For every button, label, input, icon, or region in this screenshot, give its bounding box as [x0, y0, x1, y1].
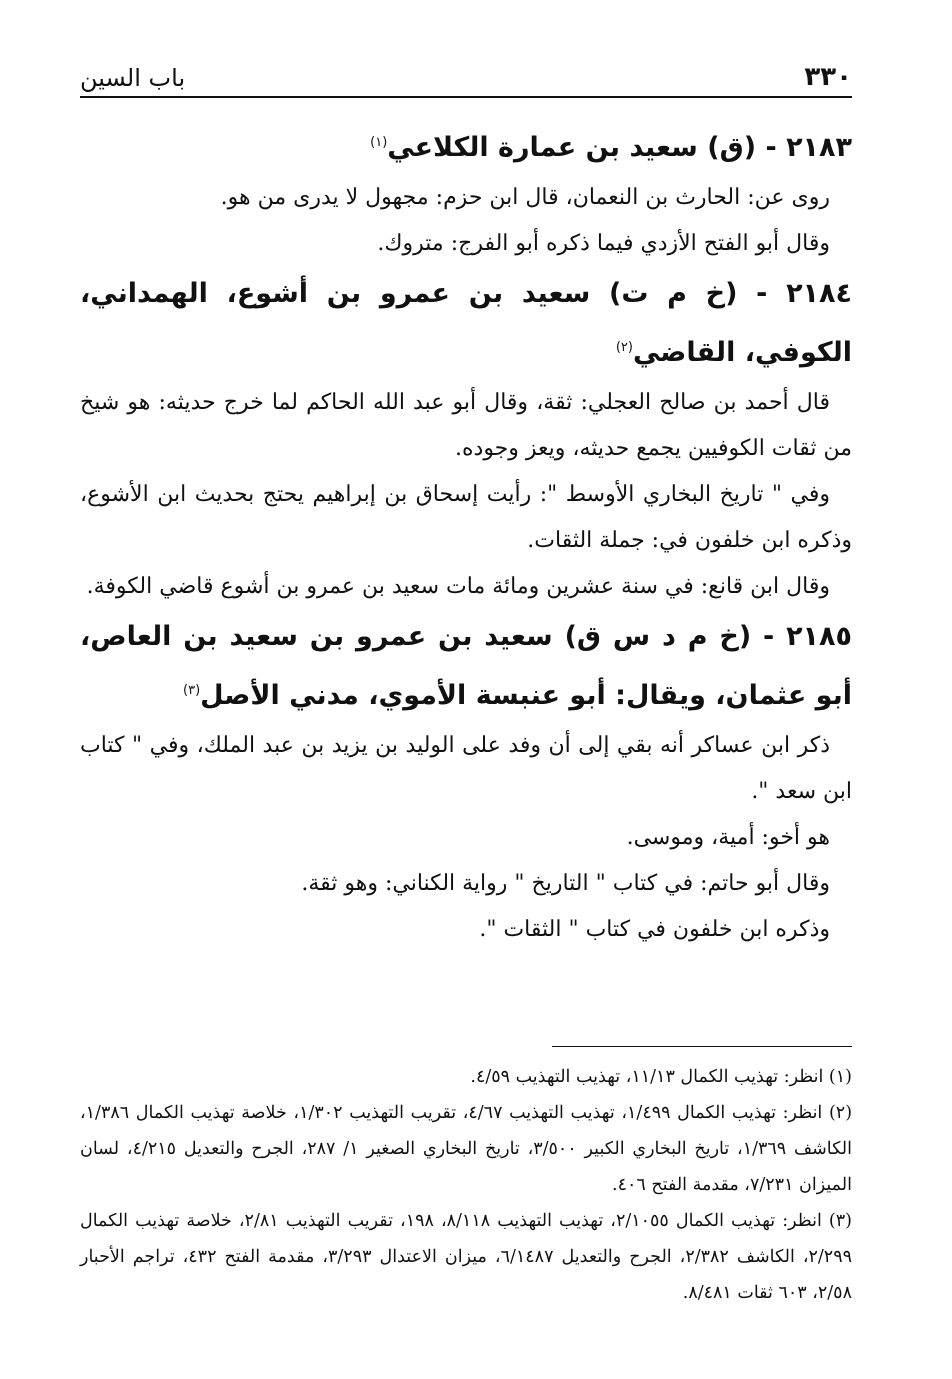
entry-2183 — [80, 116, 852, 267]
footnote-3: (٣) انظر: تهذيب الكمال ٢/١٠٥٥، تهذيب التهذيب ٨/١١٨، ١٩٨، تقريب التهذيب ٢/٨١، خلاصة تهذيب الكمال ٢/٢٩٩، الكاشف ٢/٣٨٢، الجرح والتعديل ٦/١٤٨٧، ميزان الاعتدال ٣/٢٩٣، مقدمة الفتح ٤٣٢، تراجم الأحبار ٢/٥٨، ٦٠٣ ثقات ٨/٤٨١. — [80, 1211, 852, 1303]
entry-2184 — [80, 267, 852, 610]
entry-2185 — [80, 610, 852, 953]
entry-paragraph: وقال ابن قانع: في سنة عشرين ومائة مات سعيد بن عمرو بن أشوع قاضي الكوفة. — [86, 574, 830, 599]
section-title: باب السين — [80, 64, 186, 92]
entry-paragraph: هو أخو: أمية، وموسى. — [626, 825, 830, 850]
entry-title: ٢١٨٤ - (خ م ت) سعيد بن عمرو بن أشوع، الهمداني، الكوفي، القاضي$^{(٢)}$ — [80, 278, 852, 368]
entry-paragraph: وقال أبو حاتم: في كتاب " التاريخ " رواية الكناني: وهو ثقة. — [301, 871, 830, 896]
footnote-ref: (٣) — [183, 683, 201, 698]
entry-paragraph: وذكره ابن خلفون في كتاب " الثقات ". — [479, 917, 830, 942]
page-header — [80, 56, 852, 98]
entry-paragraph: وقال أبو الفتح الأزدي فيما ذكره أبو الفرج: متروك. — [377, 231, 830, 256]
entry-title: ٢١٨٥ - (خ م د س ق) سعيد بن عمرو بن سعيد بن العاص، أبو عثمان، ويقال: أبو عنبسة الأموي، مدني الأصل$^{(٣)}$ — [80, 621, 852, 711]
footnotes — [80, 1046, 852, 1311]
entry-paragraph: قال أحمد بن صالح العجلي: ثقة، وقال أبو عبد الله الحاكم لما خرج حديثه: هو شيخ من ثقات الكوفيين يجمع حديثه، ويعز وجوده. — [80, 390, 852, 461]
entry-paragraph: روى عن: الحارث بن النعمان، قال ابن حزم: مجهول لا يدرى من هو. — [220, 185, 830, 210]
footnote-ref: (٢) — [615, 340, 633, 355]
page-number: ٣٣٠ — [804, 62, 852, 92]
entry-paragraph: وفي " تاريخ البخاري الأوسط ": رأيت إسحاق بن إبراهيم يحتج بحديث ابن الأشوع، وذكره ابن خلفون في: جملة الثقات. — [80, 482, 852, 553]
entry-paragraph: ذكر ابن عساكر أنه بقي إلى أن وفد على الوليد بن يزيد بن عبد الملك، وفي " كتاب ابن سعد ". — [80, 733, 852, 804]
footnote-1: (١) انظر: تهذيب الكمال ١١/١٣، تهذيب التهذيب ٤/٥٩. — [470, 1067, 852, 1087]
footnote-2: (٢) انظر: تهذيب الكمال ١/٤٩٩، تهذيب التهذيب ٤/٦٧، تقريب التهذيب ١/٣٠٢، خلاصة تهذيب الكمال ١/٣٨٦، الكاشف ١/٣٦٩، تاريخ البخاري الكبير ٣/٥٠٠، تاريخ البخاري الصغير ١/ ٢٨٧، الجرح والتعديل ٤/٢١٥، لسان الميزان ٧/٢٣١، مقدمة الفتح ٤٠٦. — [80, 1103, 853, 1195]
page-body — [80, 116, 852, 953]
footnote-ref: (١) — [370, 135, 388, 150]
footnote-divider — [552, 1046, 852, 1047]
entry-title: ٢١٨٣ - (ق) سعيد بن عمارة الكلاعي$^{(١)}$ — [370, 132, 852, 163]
